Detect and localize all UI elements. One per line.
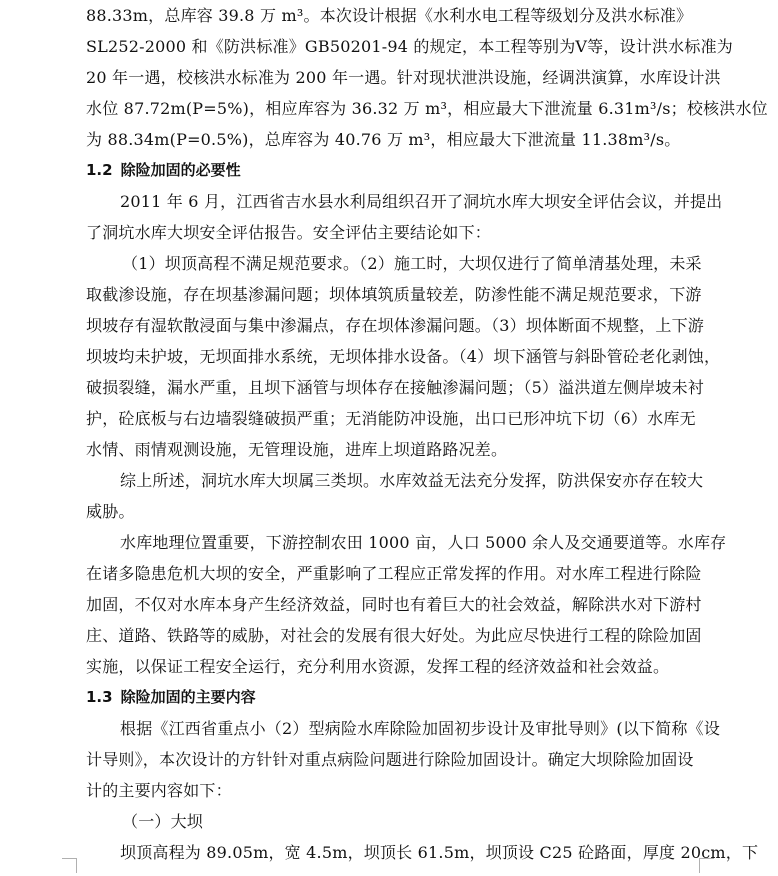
section-heading-1-3 <box>86 682 256 713</box>
paragraph-5-line-2: 在诸多隐患危机大坝的安全，严重影响了工程应正常发挥的作用。对水库工程进行除险 <box>86 564 702 583</box>
paragraph-3-line-1: （1）坝顶高程不满足规范要求。（2）施工时，大坝仅进行了简单清基处理，未采 <box>122 254 702 273</box>
paragraph-2-line-2: 了洞坑水库大坝安全评估报告。安全评估主要结论如下： <box>86 223 492 242</box>
paragraph-2-line-1: 2011 年 6 月，江西省吉水县水利局组织召开了洞坑水库大坝安全评估会议，并提出 <box>120 192 723 211</box>
paragraph-3-line-3: 坝坡存有湿软散浸面与集中渗漏点，存在坝体渗漏问题。（3）坝体断面不规整，上下游 <box>86 316 704 335</box>
section-title: 除险加固的必要性 <box>120 161 241 179</box>
paragraph-5-line-4: 庄、道路、铁路等的威胁，对社会的发展有很大好处。为此应尽快进行工程的除险加固 <box>86 626 702 645</box>
page-corner-mark-right <box>699 858 714 873</box>
paragraph-1-line-4: 水位 87.72m(P=5%)，相应库容为 36.32 万 m³，相应最大下泄流量 6.31m³/s；校核洪水位 <box>86 99 768 118</box>
paragraph-6-line-3: 计的主要内容如下： <box>86 781 232 800</box>
paragraph-1-line-3: 20 年一遇，校核洪水标准为 200 年一遇。针对现状泄洪设施，经调洪演算，水库设计洪 <box>86 68 721 87</box>
paragraph-6-line-1: 根据《江西省重点小（2）型病险水库除险加固初步设计及审批导则》(以下简称《设 <box>120 719 721 738</box>
section-number: 1.3 <box>86 688 113 706</box>
paragraph-1-line-1: 88.33m，总库容 39.8 万 m³。本次设计根据《水利水电工程等级划分及洪水标准》 <box>86 6 693 25</box>
section-number: 1.2 <box>86 161 113 179</box>
paragraph-3-line-6: 护，砼底板与右边墙裂缝破损严重；无消能防冲设施，出口已形冲坑下切（6）水库无 <box>86 409 696 428</box>
paragraph-4-line-2: 威胁。 <box>86 502 135 521</box>
paragraph-4-line-1: 综上所述，洞坑水库大坝属三类坝。水库效益无法充分发挥，防洪保安亦存在较大 <box>120 471 704 490</box>
paragraph-5-line-5: 实施，以保证工程安全运行，充分利用水资源，发挥工程的经济效益和社会效益。 <box>86 657 670 676</box>
paragraph-3-line-7: 水情、雨情观测设施，无管理设施，进库上坝道路路况差。 <box>86 440 508 459</box>
section-title: 除险加固的主要内容 <box>120 688 256 706</box>
paragraph-7-line-1: 坝顶高程为 89.05m，宽 4.5m，坝顶长 61.5m，坝顶设 C25 砼路面，厚度 20cm，下 <box>120 843 759 862</box>
paragraph-3-line-4: 坝坡均未护坡，无坝面排水系统，无坝体排水设备。（4）坝下涵管与斜卧管砼老化剥蚀， <box>86 347 721 366</box>
paragraph-3-line-2: 取截渗设施，存在坝基渗漏问题；坝体填筑质量较差，防渗性能不满足规范要求，下游 <box>86 285 702 304</box>
subsection-title-dam: （一）大坝 <box>122 812 204 831</box>
page-corner-mark-left <box>62 858 77 873</box>
paragraph-5-line-3: 加固，不仅对水库本身产生经济效益，同时也有着巨大的社会效益，解除洪水对下游村 <box>86 595 702 614</box>
section-heading-1-2 <box>86 155 241 186</box>
paragraph-1-line-2: SL252-2000 和《防洪标准》GB50201-94 的规定，本工程等别为Ⅴ等，设计洪水标准为 <box>86 37 733 56</box>
paragraph-5-line-1: 水库地理位置重要，下游控制农田 1000 亩，人口 5000 余人及交通要道等。水库存 <box>120 533 727 552</box>
paragraph-3-line-5: 破损裂缝，漏水严重，且坝下涵管与坝体存在接触渗漏问题；（5）溢洪道左侧岸坡未衬 <box>86 378 704 397</box>
paragraph-6-line-2: 计导则》，本次设计的方针针对重点病险问题进行除险加固设计。确定大坝除险加固设 <box>86 750 694 769</box>
paragraph-1-line-5: 为 88.34m(P=0.5%)，总库容为 40.76 万 m³，相应最大下泄流量 11.38m³/s。 <box>86 130 681 149</box>
